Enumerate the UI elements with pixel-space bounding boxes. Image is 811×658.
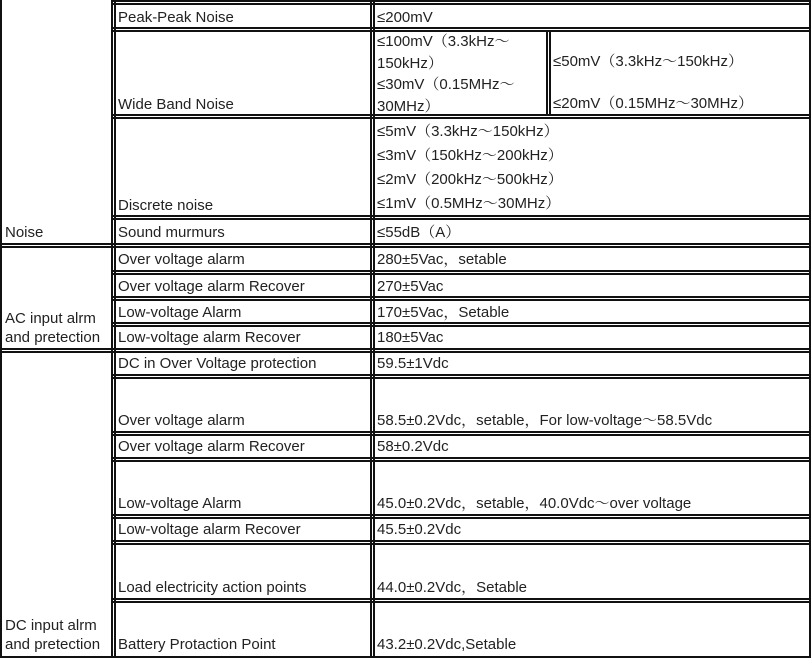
row-value-wide-band-right: ≤50mV（3.3kHz～150kHz） ≤20mV（0.15MHz～30MHz）	[553, 53, 753, 112]
row-divider	[111, 114, 811, 119]
dc-row-label: Low-voltage alarm Recover	[118, 521, 301, 538]
dc-row-label: Low-voltage Alarm	[118, 495, 242, 512]
dc-row-value: 58.5±0.2Vdc，setable，For low-voltage～58.5Vdc	[377, 412, 713, 429]
column-divider	[370, 0, 375, 658]
dc-row-value: 43.2±0.2Vdc,Setable	[377, 636, 517, 653]
group-label-dc: DC input alrm and pretection	[5, 617, 101, 653]
row-divider	[111, 374, 811, 379]
column-divider	[546, 30, 551, 116]
row-divider	[111, 540, 811, 545]
row-divider	[111, 322, 811, 327]
table-border	[0, 0, 2, 658]
row-label-peak-peak: Peak-Peak Noise	[118, 9, 234, 26]
row-divider	[111, 27, 811, 32]
ac-row-value: 280±5Vac，setable	[377, 250, 507, 268]
row-value-peak-peak: ≤200mV	[377, 9, 433, 26]
group-label-ac: AC input alrm and pretection	[5, 310, 101, 346]
dc-row-value: 59.5±1Vdc	[377, 355, 449, 372]
ac-row-value: 170±5Vac，Setable	[377, 303, 510, 321]
row-value-discrete: ≤5mV（3.3kHz～150kHz） ≤3mV（150kHz～200kHz） ≤2mV（200kHz～500kHz） ≤1mV（0.5MHz～30MHz）	[377, 123, 563, 212]
dc-row-value: 44.0±0.2Vdc，Setable	[377, 579, 528, 596]
row-divider	[111, 296, 811, 301]
row-divider	[111, 270, 811, 275]
group-label-noise-text: Noise	[5, 224, 44, 241]
dc-row-label: Battery Protaction Point	[118, 636, 276, 653]
row-divider	[111, 431, 811, 436]
ac-row-label: Low-voltage alarm Recover	[118, 329, 301, 346]
group-label-noise	[3, 0, 113, 243]
ac-row-label: Low-voltage Alarm	[118, 303, 242, 321]
row-label-sound: Sound murmurs	[118, 224, 225, 241]
ac-row-value: 270±5Vac	[377, 277, 444, 295]
row-label-wide-band: Wide Band Noise	[118, 96, 234, 113]
ac-row-value: 180±5Vac	[377, 329, 444, 346]
dc-row-value: 58±0.2Vdc	[377, 438, 449, 455]
row-divider	[111, 457, 811, 462]
dc-row-value: 45.5±0.2Vdc	[377, 521, 462, 538]
dc-row-label: Over voltage alarm Recover	[118, 438, 305, 455]
dc-row-value: 45.0±0.2Vdc，setable，40.0Vdc～over voltage	[377, 495, 692, 512]
dc-row-label: DC in Over Voltage protection	[118, 355, 317, 372]
row-value-sound: ≤55dB（A）	[377, 224, 461, 241]
row-value-wide-band-left: ≤100mV（3.3kHz～ 150kHz） ≤30mV（0.15MHz～ 30MHz）	[377, 33, 515, 115]
row-divider	[111, 215, 811, 220]
dc-row-label: Over voltage alarm	[118, 412, 245, 429]
dc-row-label: Load electricity action points	[118, 579, 307, 596]
column-divider	[111, 0, 116, 658]
row-divider	[111, 0, 811, 5]
row-divider	[111, 598, 811, 603]
group-divider	[0, 243, 811, 248]
ac-row-label: Over voltage alarm	[118, 250, 245, 268]
row-label-discrete: Discrete noise	[118, 197, 214, 214]
group-divider	[0, 348, 811, 353]
ac-row-label: Over voltage alarm Recover	[118, 277, 305, 295]
row-divider	[111, 514, 811, 519]
